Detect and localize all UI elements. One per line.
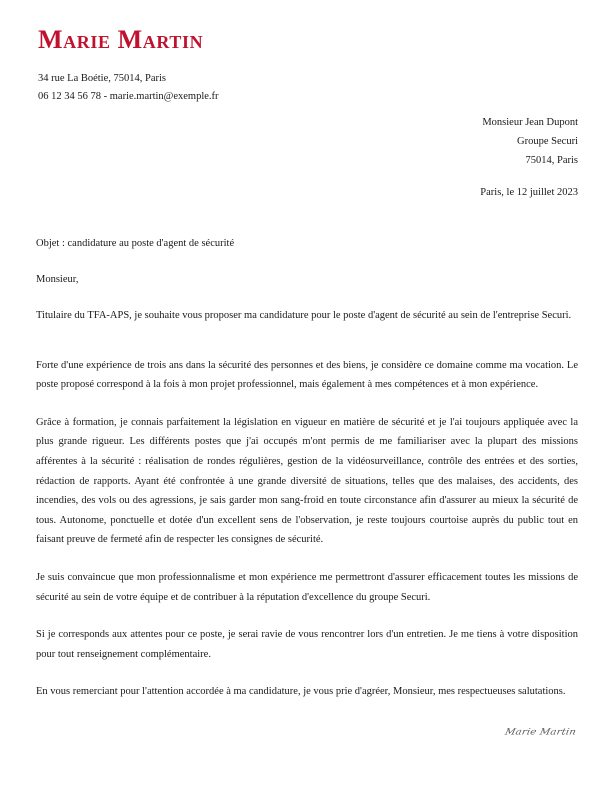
body-paragraph: Titulaire du TFA-APS, je souhaite vous proposer ma candidature pour le poste d'agent de sécurité au sein de l'entreprise Securi. xyxy=(36,310,572,321)
body-paragraph: Je suis convaincue que mon professionnalisme et mon expérience me permettront d'assurer efficacement toutes les missions de sécurité au sein de votre équipe et de contribuer à la réputation d'excellence du groupe Securi. xyxy=(36,571,578,603)
letter-body xyxy=(36,236,578,719)
recipient-city: 75014, Paris xyxy=(525,155,578,166)
body-paragraph: Grâce à formation, je connais parfaitement la législation en vigueur en matière de sécurité et je l'ai toujours appliquée avec la plus grande rigueur. Les différents postes que j'ai occupés m'ont permis de me familiariser avec la plupart des missions afférentes à la sécurité : réalisation de rondes régulières, gestion de la vidéosurveillance, contrôle des entrées et des sorties, rédaction de rapports. Ayant été confrontée à une grande diversité de situations, telles que des malaises, des accidents, des incendies, des vols ou des agressions, je sais garder mon sang-froid en toute circonstance afin d'assurer au mieux la sécurité de tous. Autonome, ponctuelle et dotée d'un excellent sens de l'observation, je reste toujours courtoise auprès du public tout en faisant preuve de fermeté afin de respecter les consignes de sécurité. xyxy=(36,416,578,546)
sender-address: 34 rue La Boétie, 75014, Paris xyxy=(38,73,167,84)
subject-line: Objet : candidature au poste d'agent de sécurité xyxy=(36,238,235,249)
sender-contact-block xyxy=(38,70,219,106)
sender-phone-email: 06 12 34 56 78 - marie.martin@exemple.fr xyxy=(38,91,219,102)
letter-date: Paris, le 12 juillet 2023 xyxy=(480,187,578,198)
body-paragraph: Si je corresponds aux attentes pour ce poste, je serai ravie de vous rencontrer lors d'un entretien. Je me tiens à votre disposition pour tout renseignement complémentaire. xyxy=(36,629,578,660)
body-paragraph: En vous remerciant pour l'attention accordée à ma candidature, je vous prie d'agréer, Monsieur, mes respectueuses salutations. xyxy=(36,686,566,698)
sender-name: Marie Martin xyxy=(38,25,204,54)
recipient-name: Monsieur Jean Dupont xyxy=(482,117,578,128)
recipient-block xyxy=(480,113,578,202)
signature-block xyxy=(426,722,576,740)
handwritten-signature: Marie Martin xyxy=(503,726,578,737)
body-paragraph: Forte d'une expérience de trois ans dans la sécurité des personnes et des biens, je considère ce domaine comme ma vocation. Le poste proposé correspond à la fois à mon projet professionnel, mais également à mes compétences et à mon expérience. xyxy=(36,359,578,391)
salutation: Monsieur, xyxy=(36,274,79,285)
recipient-company: Groupe Securi xyxy=(517,136,578,147)
letterhead xyxy=(38,26,578,55)
